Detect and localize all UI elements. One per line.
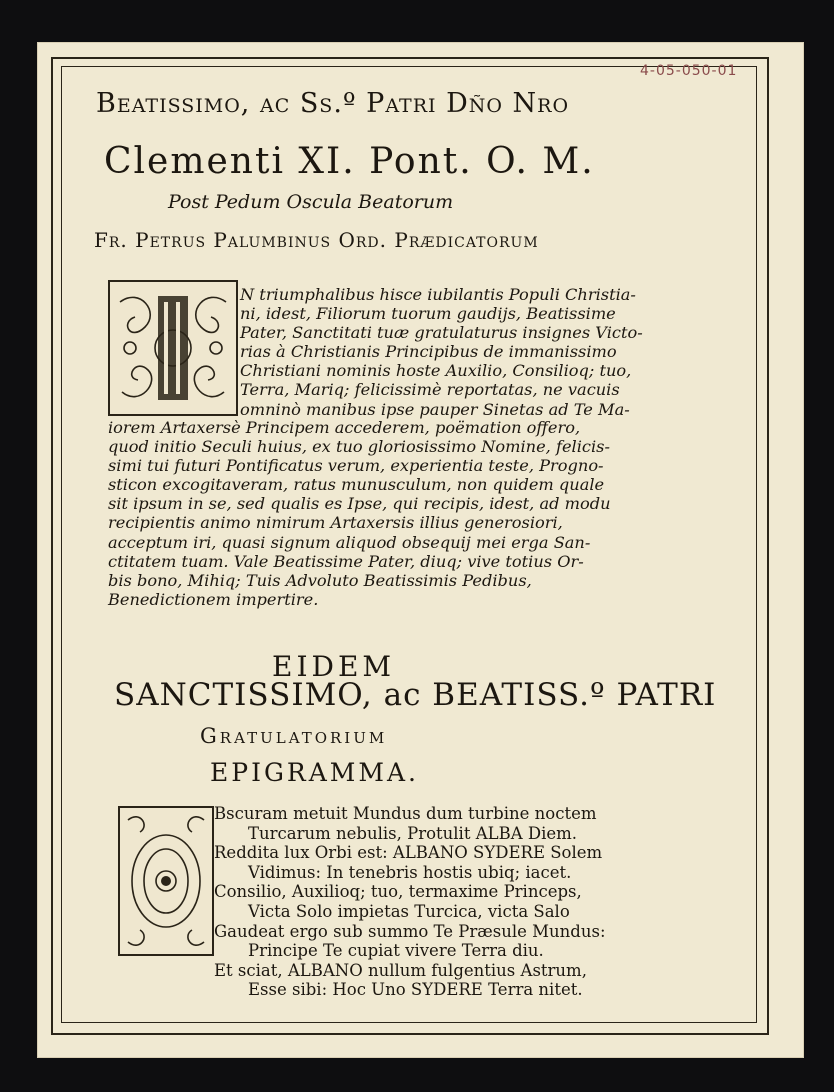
text-line: ctitatem tuam. Vale Beatissime Pater, diuq; vive totius Or- [108, 551, 584, 571]
text-line: Benedictionem impertire. [108, 589, 319, 609]
poem-line: Consilio, Auxilioq; tuo, termaxime Princeps, [214, 882, 582, 902]
ornament-medallion-icon [120, 808, 212, 954]
text-line: simi tui futuri Pontificatus verum, experientia teste, Progno- [108, 456, 604, 476]
text-line: sit ipsum in se, sed qualis es Ipse, qui recipis, idest, ad modu [108, 494, 611, 514]
text-line: ni, idest, Filiorum tuorum gaudijs, Beatissime [240, 304, 616, 324]
text-line: N triumphalibus hisce iubilantis Populi Christia- [240, 285, 636, 304]
text-line: Terra, Mariq; felicissimè reportatas, ne vacuis [240, 380, 620, 400]
text-line: rias à Christianis Principibus de immanissimo [240, 342, 617, 362]
text-line: quod initio Seculi huius, ex tuo gloriosissimo Nomine, felicis- [108, 437, 610, 457]
letter-text-full-width [108, 418, 748, 609]
author-line: Fr. Petrus Palumbinus Ord. Prædicatorum [94, 228, 539, 252]
poem-line: Esse sibi: Hoc Uno SYDERE Terra nitet. [248, 980, 583, 1000]
epigram-heading-gratulatorium: Gratulatorium [200, 724, 388, 748]
dedication-heading-line2: Clementi XI. Pont. O. M. [104, 141, 595, 182]
epigram-heading-epigramma: EPIGRAMMA. [210, 758, 419, 787]
text-line: acceptum iri, quasi signum aliquod obsequij mei erga San- [108, 532, 591, 552]
poem-line: Gaudeat ergo sub summo Te Præsule Mundus: [214, 921, 606, 941]
decorated-initial-letter [108, 280, 238, 416]
text-line: omninò manibus ipse pauper Sinetas ad Te Ma- [240, 399, 630, 419]
poem-line: Vidimus: In tenebris hostis ubiq; iacet. [248, 862, 572, 882]
epigram-heading-dedicatee: SANCTISSIMO, ac BEATISS.º PATRI [114, 677, 717, 713]
salutation: Post Pedum Oscula Beatorum [168, 191, 454, 213]
decorated-initial-letter-o [118, 806, 214, 956]
poem-line: Victa Solo impietas Turcica, victa Salo [248, 901, 570, 921]
ornament-flourish-icon [110, 282, 236, 414]
text-line: Pater, Sanctitati tuæ gratulaturus insignes Victo- [240, 323, 643, 343]
archive-reference-number: 4-05-050-01 [640, 63, 738, 79]
text-line: Christiani nominis hoste Auxilio, Consilioq; tuo, [240, 361, 632, 381]
letter-text-beside-initial [240, 285, 745, 419]
poem-line: Principe Te cupiat vivere Terra diu. [248, 941, 544, 961]
text-line: sticon excogitaveram, ratus munusculum, non quidem quale [108, 475, 605, 495]
dedication-heading-line1: Beatissimo, ac Ss.º Patri Dño Nro [96, 88, 570, 119]
text-line: recipientis animo nimirum Artaxersis illius generosiori, [108, 513, 563, 533]
text-line: bis bono, Mihiq; Tuis Advoluto Beatissimis Pedibus, [108, 570, 532, 590]
epigram-heading-eidem: EIDEM [272, 650, 396, 683]
epigram-poem [214, 804, 754, 1000]
poem-line: Bscuram metuit Mundus dum turbine noctem [214, 804, 597, 823]
poem-line: Et sciat, ALBANO nullum fulgentius Astrum, [214, 960, 587, 980]
text-line: iorem Artaxersè Principem accederem, poëmation offero, [108, 418, 581, 437]
poem-line: Turcarum nebulis, Protulit ALBA Diem. [248, 823, 578, 843]
poem-line: Reddita lux Orbi est: ALBANO SYDERE Solem [214, 843, 603, 863]
